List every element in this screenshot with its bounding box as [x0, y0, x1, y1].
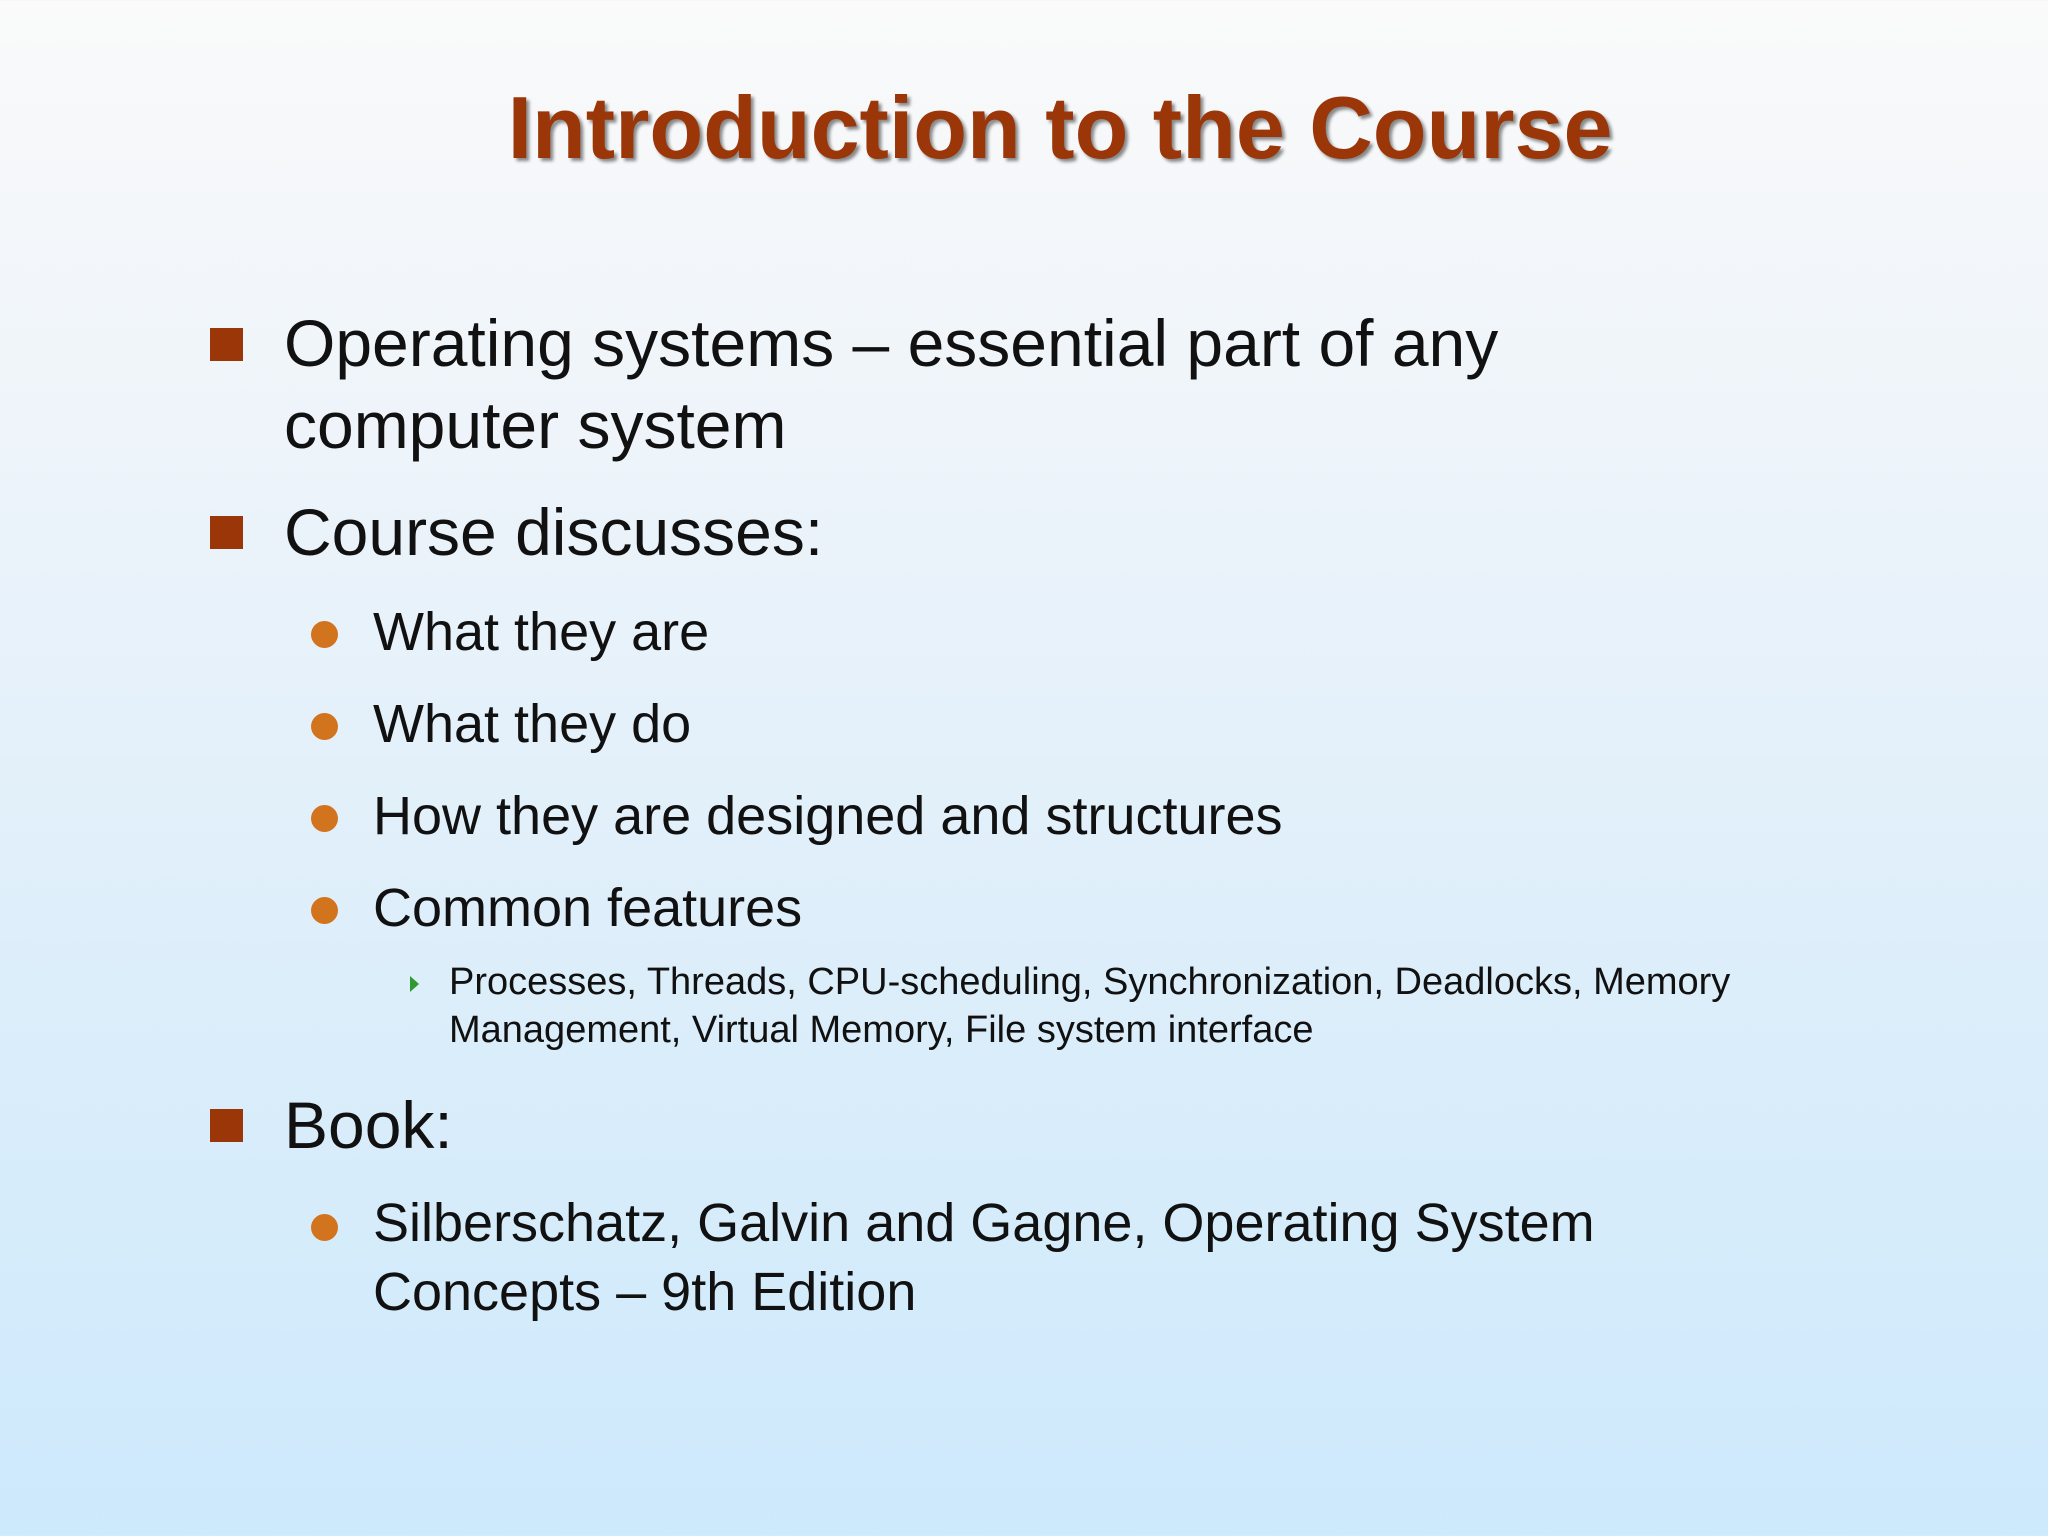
square-bullet-icon — [210, 1109, 243, 1142]
sub-bullet-book-title — [373, 1189, 1823, 1327]
bullet-line: Book: — [284, 1088, 453, 1162]
bullet-line: What they do — [373, 694, 692, 754]
sub-sub-bullet-features-list — [449, 958, 1829, 1054]
sub-bullet-what-they-do — [373, 690, 1823, 759]
square-bullet-icon — [210, 328, 243, 361]
bullet-line: Silberschatz, Galvin and Gagne, Operating System — [373, 1193, 1595, 1253]
bullet-line: How they are designed and structures — [373, 786, 1283, 846]
bullet-line: Processes, Threads, CPU-scheduling, Synchronization, Deadlocks, Memory — [449, 961, 1731, 1003]
bullet-line: Operating systems – essential part of any — [284, 306, 1499, 380]
round-bullet-icon — [311, 713, 338, 740]
bullet-line: What they are — [373, 602, 710, 662]
bullet-line: Concepts – 9th Edition — [373, 1262, 917, 1322]
sub-bullet-what-they-are — [373, 598, 1823, 667]
bullet-item-book — [284, 1084, 1784, 1166]
round-bullet-icon — [311, 1214, 338, 1241]
bullet-line: computer system — [284, 388, 787, 462]
round-bullet-icon — [311, 805, 338, 832]
square-bullet-icon — [210, 516, 243, 549]
slide-title: Introduction to the Course — [507, 78, 1613, 177]
triangle-bullet-icon — [410, 976, 419, 992]
round-bullet-icon — [311, 897, 338, 924]
bullet-line: Management, Virtual Memory, File system interface — [449, 1009, 1314, 1051]
round-bullet-icon — [311, 621, 338, 648]
sub-bullet-common-features — [373, 874, 1823, 943]
bullet-line: Course discusses: — [284, 495, 824, 569]
bullet-item-operating-systems — [284, 302, 1784, 466]
bullet-item-course-discusses — [284, 491, 1784, 573]
bullet-line: Common features — [373, 878, 803, 938]
sub-bullet-how-designed — [373, 782, 1823, 851]
